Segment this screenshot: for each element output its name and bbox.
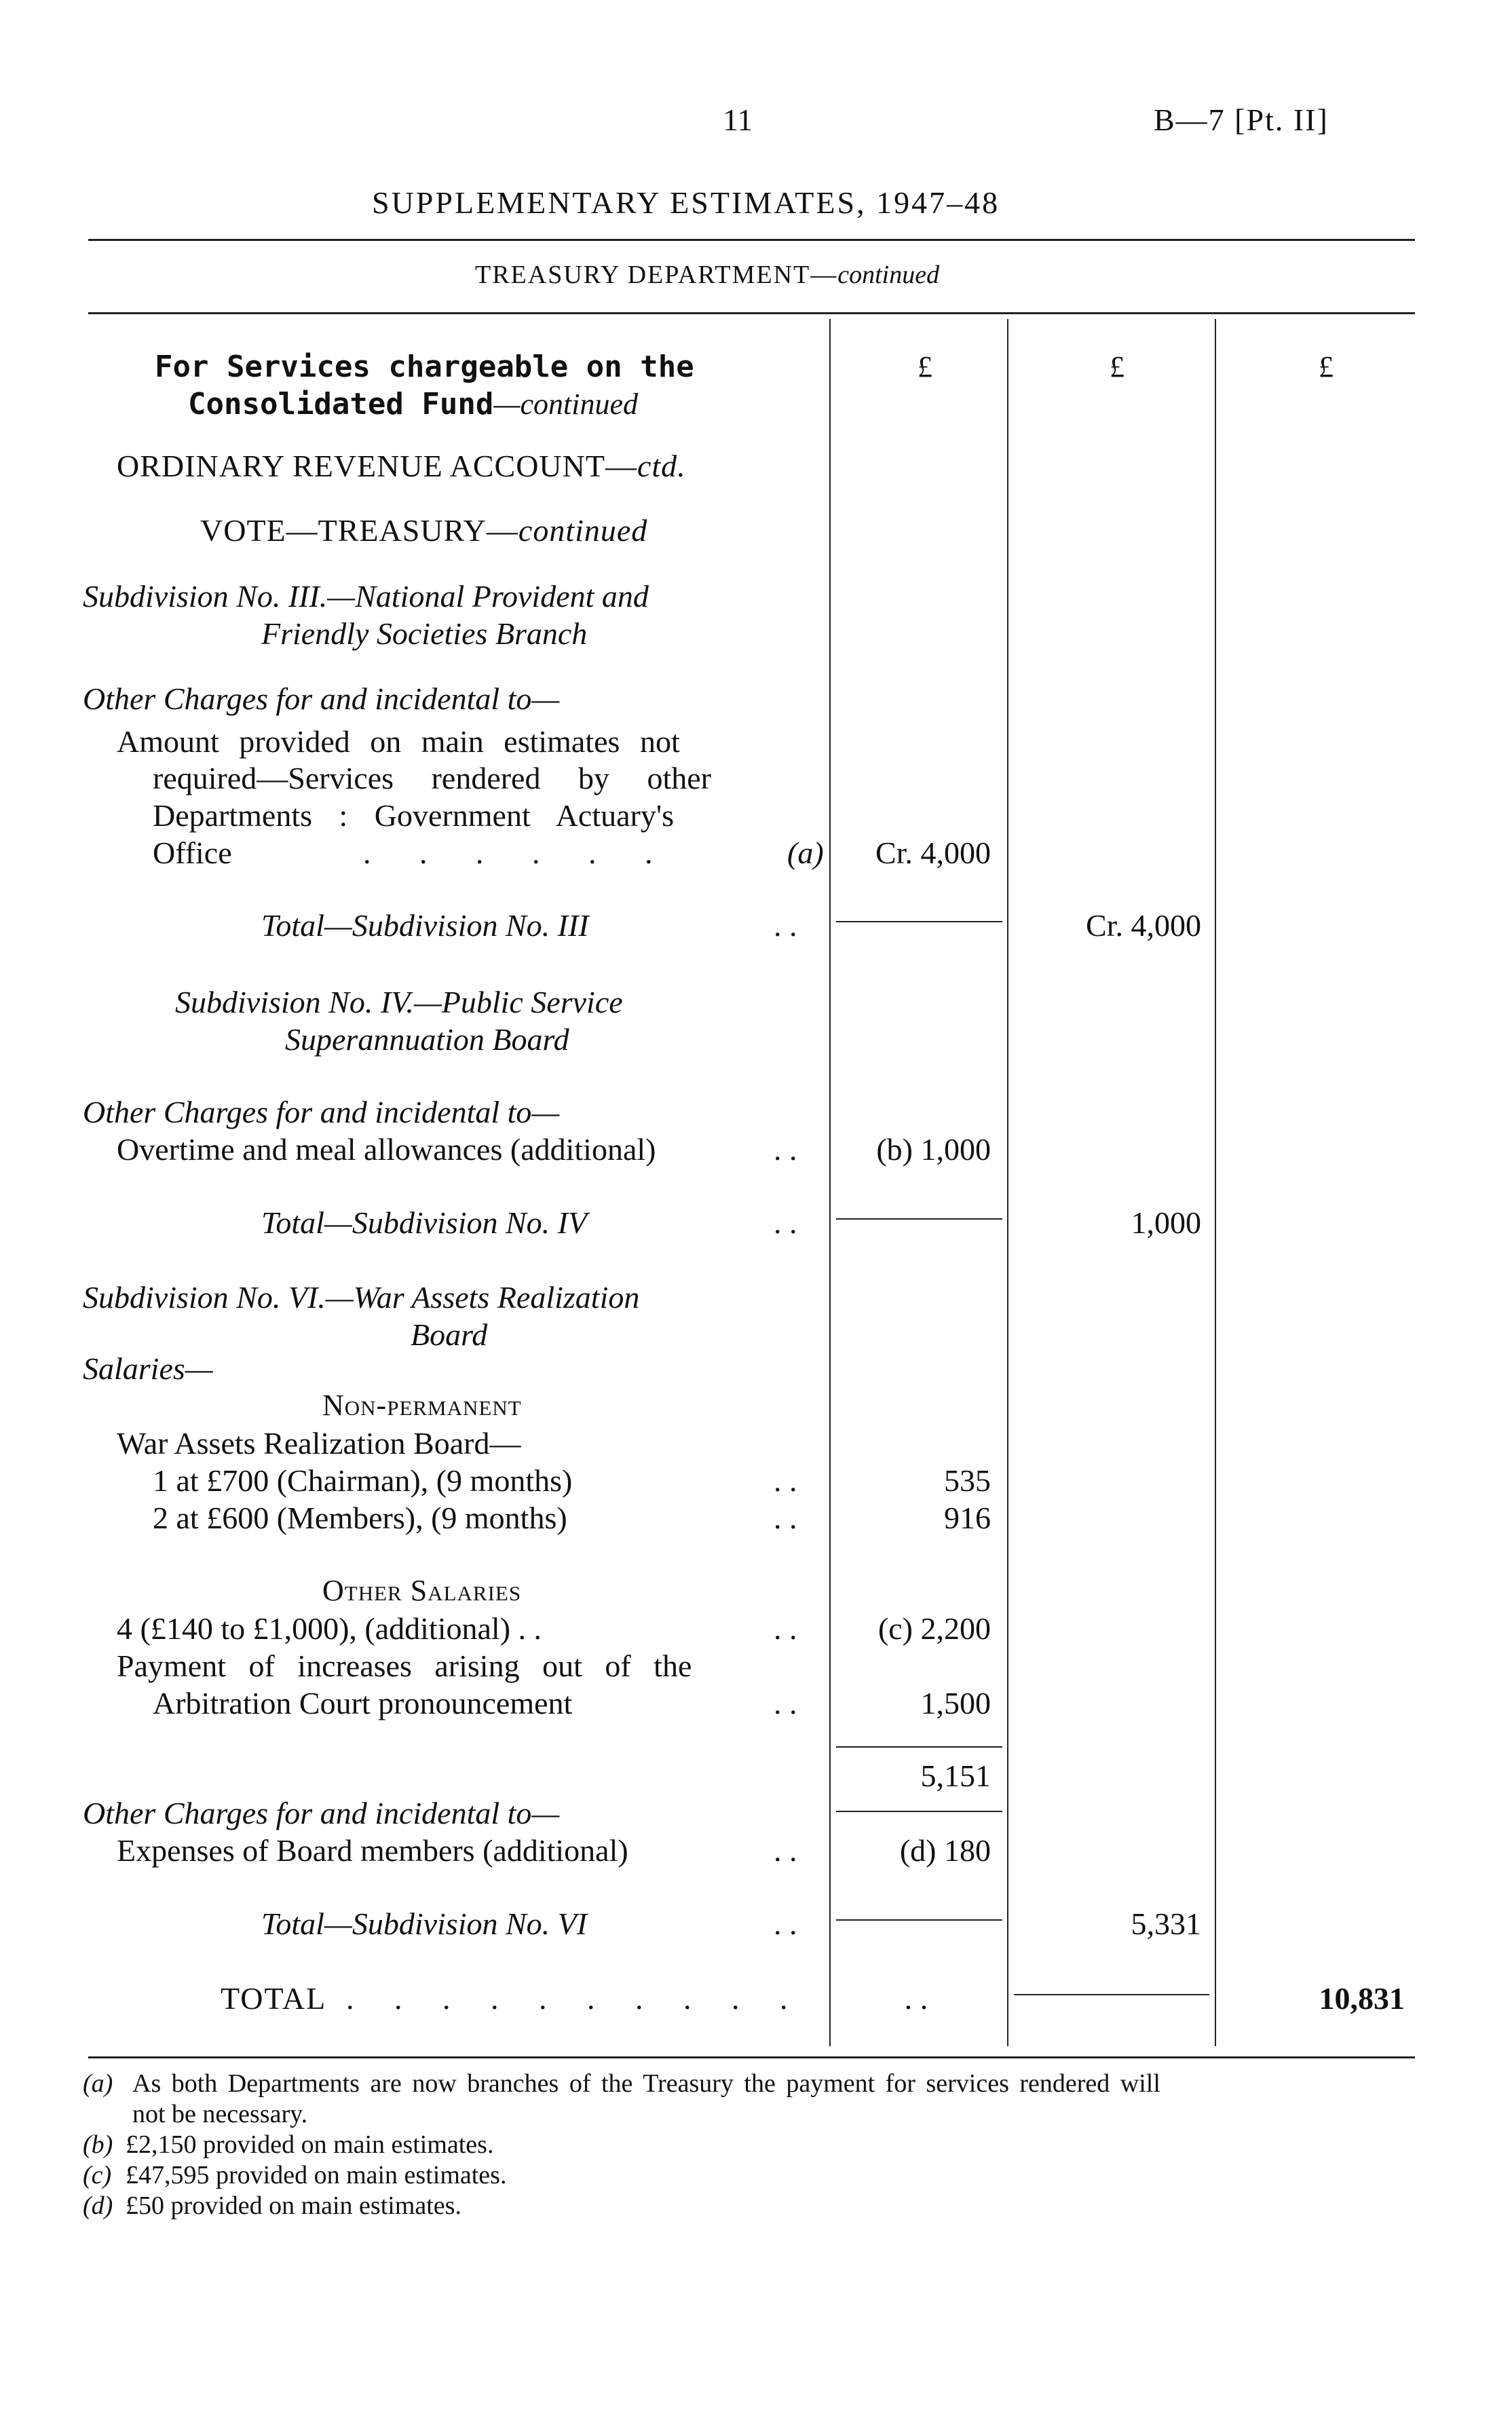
footnote-b-text: £2,150 provided on main estimates. bbox=[126, 2130, 494, 2159]
sub6-item3-leader: . . bbox=[774, 1611, 797, 1646]
document-title: SUPPLEMENTARY ESTIMATES, 1947–48 bbox=[372, 185, 1000, 220]
sub6-heading-line1: Subdivision No. VI.—War Assets Realization bbox=[83, 1280, 640, 1315]
vote-heading bbox=[200, 512, 647, 548]
account-heading bbox=[117, 448, 686, 484]
sub6-total-rule bbox=[836, 1919, 1002, 1921]
sub3-item-line3: Departments : Government Actuary's bbox=[153, 798, 675, 833]
column-divider-1 bbox=[829, 319, 831, 2046]
sub3-item-note-ref: (a) bbox=[787, 835, 824, 870]
table-bottom-rule bbox=[88, 2056, 1415, 2058]
sub6-board: War Assets Realization Board— bbox=[117, 1426, 521, 1461]
grand-total-label: TOTAL bbox=[221, 1981, 327, 2016]
sub6-item5: Expenses of Board members (additional) bbox=[117, 1833, 628, 1868]
sub4-heading-line2: Superannuation Board bbox=[285, 1022, 569, 1057]
currency-header-2: £ bbox=[1110, 350, 1124, 383]
vote-continued: continued bbox=[518, 513, 648, 548]
footnote-a-mark: (a) bbox=[83, 2069, 113, 2098]
sub3-total-amount: Cr. 4,000 bbox=[1086, 908, 1201, 943]
sub3-heading-line2: Friendly Societies Branch bbox=[261, 616, 588, 651]
grand-total-leader: . . . . . . . . . . bbox=[346, 1981, 788, 2016]
sub6-item1-amount: 535 bbox=[944, 1463, 991, 1498]
department-continued: continued bbox=[837, 261, 940, 289]
sub4-total-leader: . . bbox=[774, 1205, 797, 1240]
sub6-subtotal-rule-top bbox=[836, 1746, 1002, 1748]
vote-name: VOTE—TREASURY— bbox=[200, 513, 518, 548]
title-rule bbox=[88, 239, 1415, 241]
sub6-item4-line1: Payment of increases arising out of the bbox=[117, 1649, 692, 1683]
account-continued: ctd. bbox=[637, 449, 686, 483]
table-top-rule bbox=[88, 312, 1415, 314]
sub6-other-charges: Other Charges for and incidental to— bbox=[83, 1796, 560, 1830]
sub6-heading-line2: Board bbox=[411, 1317, 488, 1352]
sub6-item2: 2 at £600 (Members), (9 months) bbox=[153, 1501, 567, 1535]
sub6-item1-leader: . . bbox=[774, 1463, 797, 1498]
sub6-non-permanent: Non-permanent bbox=[322, 1389, 522, 1422]
grand-total-col1: . . bbox=[904, 1981, 928, 2016]
page-number: 11 bbox=[723, 102, 753, 137]
column-divider-2 bbox=[1007, 319, 1008, 2046]
sub4-heading-line1: Subdivision No. IV.—Public Service bbox=[175, 985, 623, 1019]
sub3-item-line4: Office bbox=[153, 835, 232, 870]
department-heading bbox=[475, 260, 939, 290]
services-heading-line2 bbox=[188, 387, 638, 421]
sub3-item-line2: required—Services rendered by other bbox=[153, 761, 711, 795]
sub3-item-line1: Amount provided on main estimates not bbox=[117, 724, 680, 759]
sub6-salaries: Salaries— bbox=[83, 1351, 213, 1386]
sub3-other-charges: Other Charges for and incidental to— bbox=[83, 681, 560, 716]
services-heading-line1: For Services chargeable on the bbox=[155, 350, 694, 384]
account-name: ORDINARY REVENUE ACCOUNT— bbox=[117, 449, 637, 483]
column-divider-3 bbox=[1215, 319, 1216, 2046]
sub4-item-amount: (b) 1,000 bbox=[876, 1132, 991, 1167]
sub6-item4-amount: 1,500 bbox=[920, 1686, 991, 1720]
sub6-item4-line2: Arbitration Court pronouncement bbox=[153, 1686, 573, 1720]
footnote-d-text: £50 provided on main estimates. bbox=[126, 2191, 461, 2220]
sub6-item2-leader: . . bbox=[774, 1501, 797, 1535]
sub6-item5-amount: (d) 180 bbox=[899, 1833, 991, 1868]
services-continued: —continued bbox=[493, 388, 638, 421]
footnote-a-line1: As both Departments are now branches of the Treasury the payment for services rendered will bbox=[132, 2069, 1160, 2098]
sub4-other-charges: Other Charges for and incidental to— bbox=[83, 1095, 560, 1129]
sub4-item: Overtime and meal allowances (additional) bbox=[117, 1132, 656, 1167]
sub6-subtotal-rule-bottom bbox=[836, 1811, 1002, 1812]
footnote-c-mark: (c) bbox=[83, 2161, 112, 2189]
sub6-item5-leader: . . bbox=[774, 1833, 797, 1868]
footnote-d-mark: (d) bbox=[83, 2191, 113, 2220]
series-reference: B—7 [Pt. II] bbox=[1154, 102, 1329, 137]
grand-total-rule bbox=[1014, 1994, 1209, 1995]
footnote-b-mark: (b) bbox=[83, 2130, 113, 2159]
footnote-a-line2: not be necessary. bbox=[132, 2100, 308, 2128]
sub6-total-label: Total—Subdivision No. VI bbox=[261, 1906, 588, 1941]
sub6-item4-leader: . . bbox=[774, 1686, 797, 1720]
sub6-item3-amount: (c) 2,200 bbox=[877, 1611, 991, 1646]
sub3-item-leader: . . . . . . bbox=[363, 835, 673, 870]
sub3-item-amount: Cr. 4,000 bbox=[875, 835, 991, 870]
sub3-total-label: Total—Subdivision No. III bbox=[261, 908, 589, 943]
sub4-item-leader: . . bbox=[774, 1132, 797, 1167]
sub6-total-leader: . . bbox=[774, 1906, 797, 1941]
sub4-total-label: Total—Subdivision No. IV bbox=[261, 1205, 588, 1240]
sub4-total-amount: 1,000 bbox=[1131, 1205, 1201, 1240]
sub6-item1: 1 at £700 (Chairman), (9 months) bbox=[153, 1463, 573, 1498]
sub3-total-rule bbox=[836, 921, 1002, 922]
consolidated-fund: Consolidated Fund bbox=[188, 387, 494, 421]
sub6-item2-amount: 916 bbox=[944, 1501, 991, 1535]
grand-total-amount: 10,831 bbox=[1319, 1981, 1405, 2016]
sub6-subtotal: 5,151 bbox=[920, 1758, 991, 1793]
department-name: TREASURY DEPARTMENT— bbox=[475, 261, 838, 289]
sub6-item3: 4 (£140 to £1,000), (additional) . . bbox=[117, 1611, 542, 1646]
sub3-heading-line1: Subdivision No. III.—National Provident and bbox=[83, 579, 649, 614]
sub3-total-leader: . . bbox=[774, 908, 797, 943]
currency-header-3: £ bbox=[1319, 350, 1334, 383]
sub6-total-amount: 5,331 bbox=[1131, 1906, 1201, 1941]
footnote-c-text: £47,595 provided on main estimates. bbox=[126, 2161, 507, 2189]
sub4-total-rule bbox=[836, 1218, 1002, 1220]
sub6-other-salaries: Other Salaries bbox=[322, 1574, 522, 1607]
currency-header-1: £ bbox=[918, 350, 932, 383]
